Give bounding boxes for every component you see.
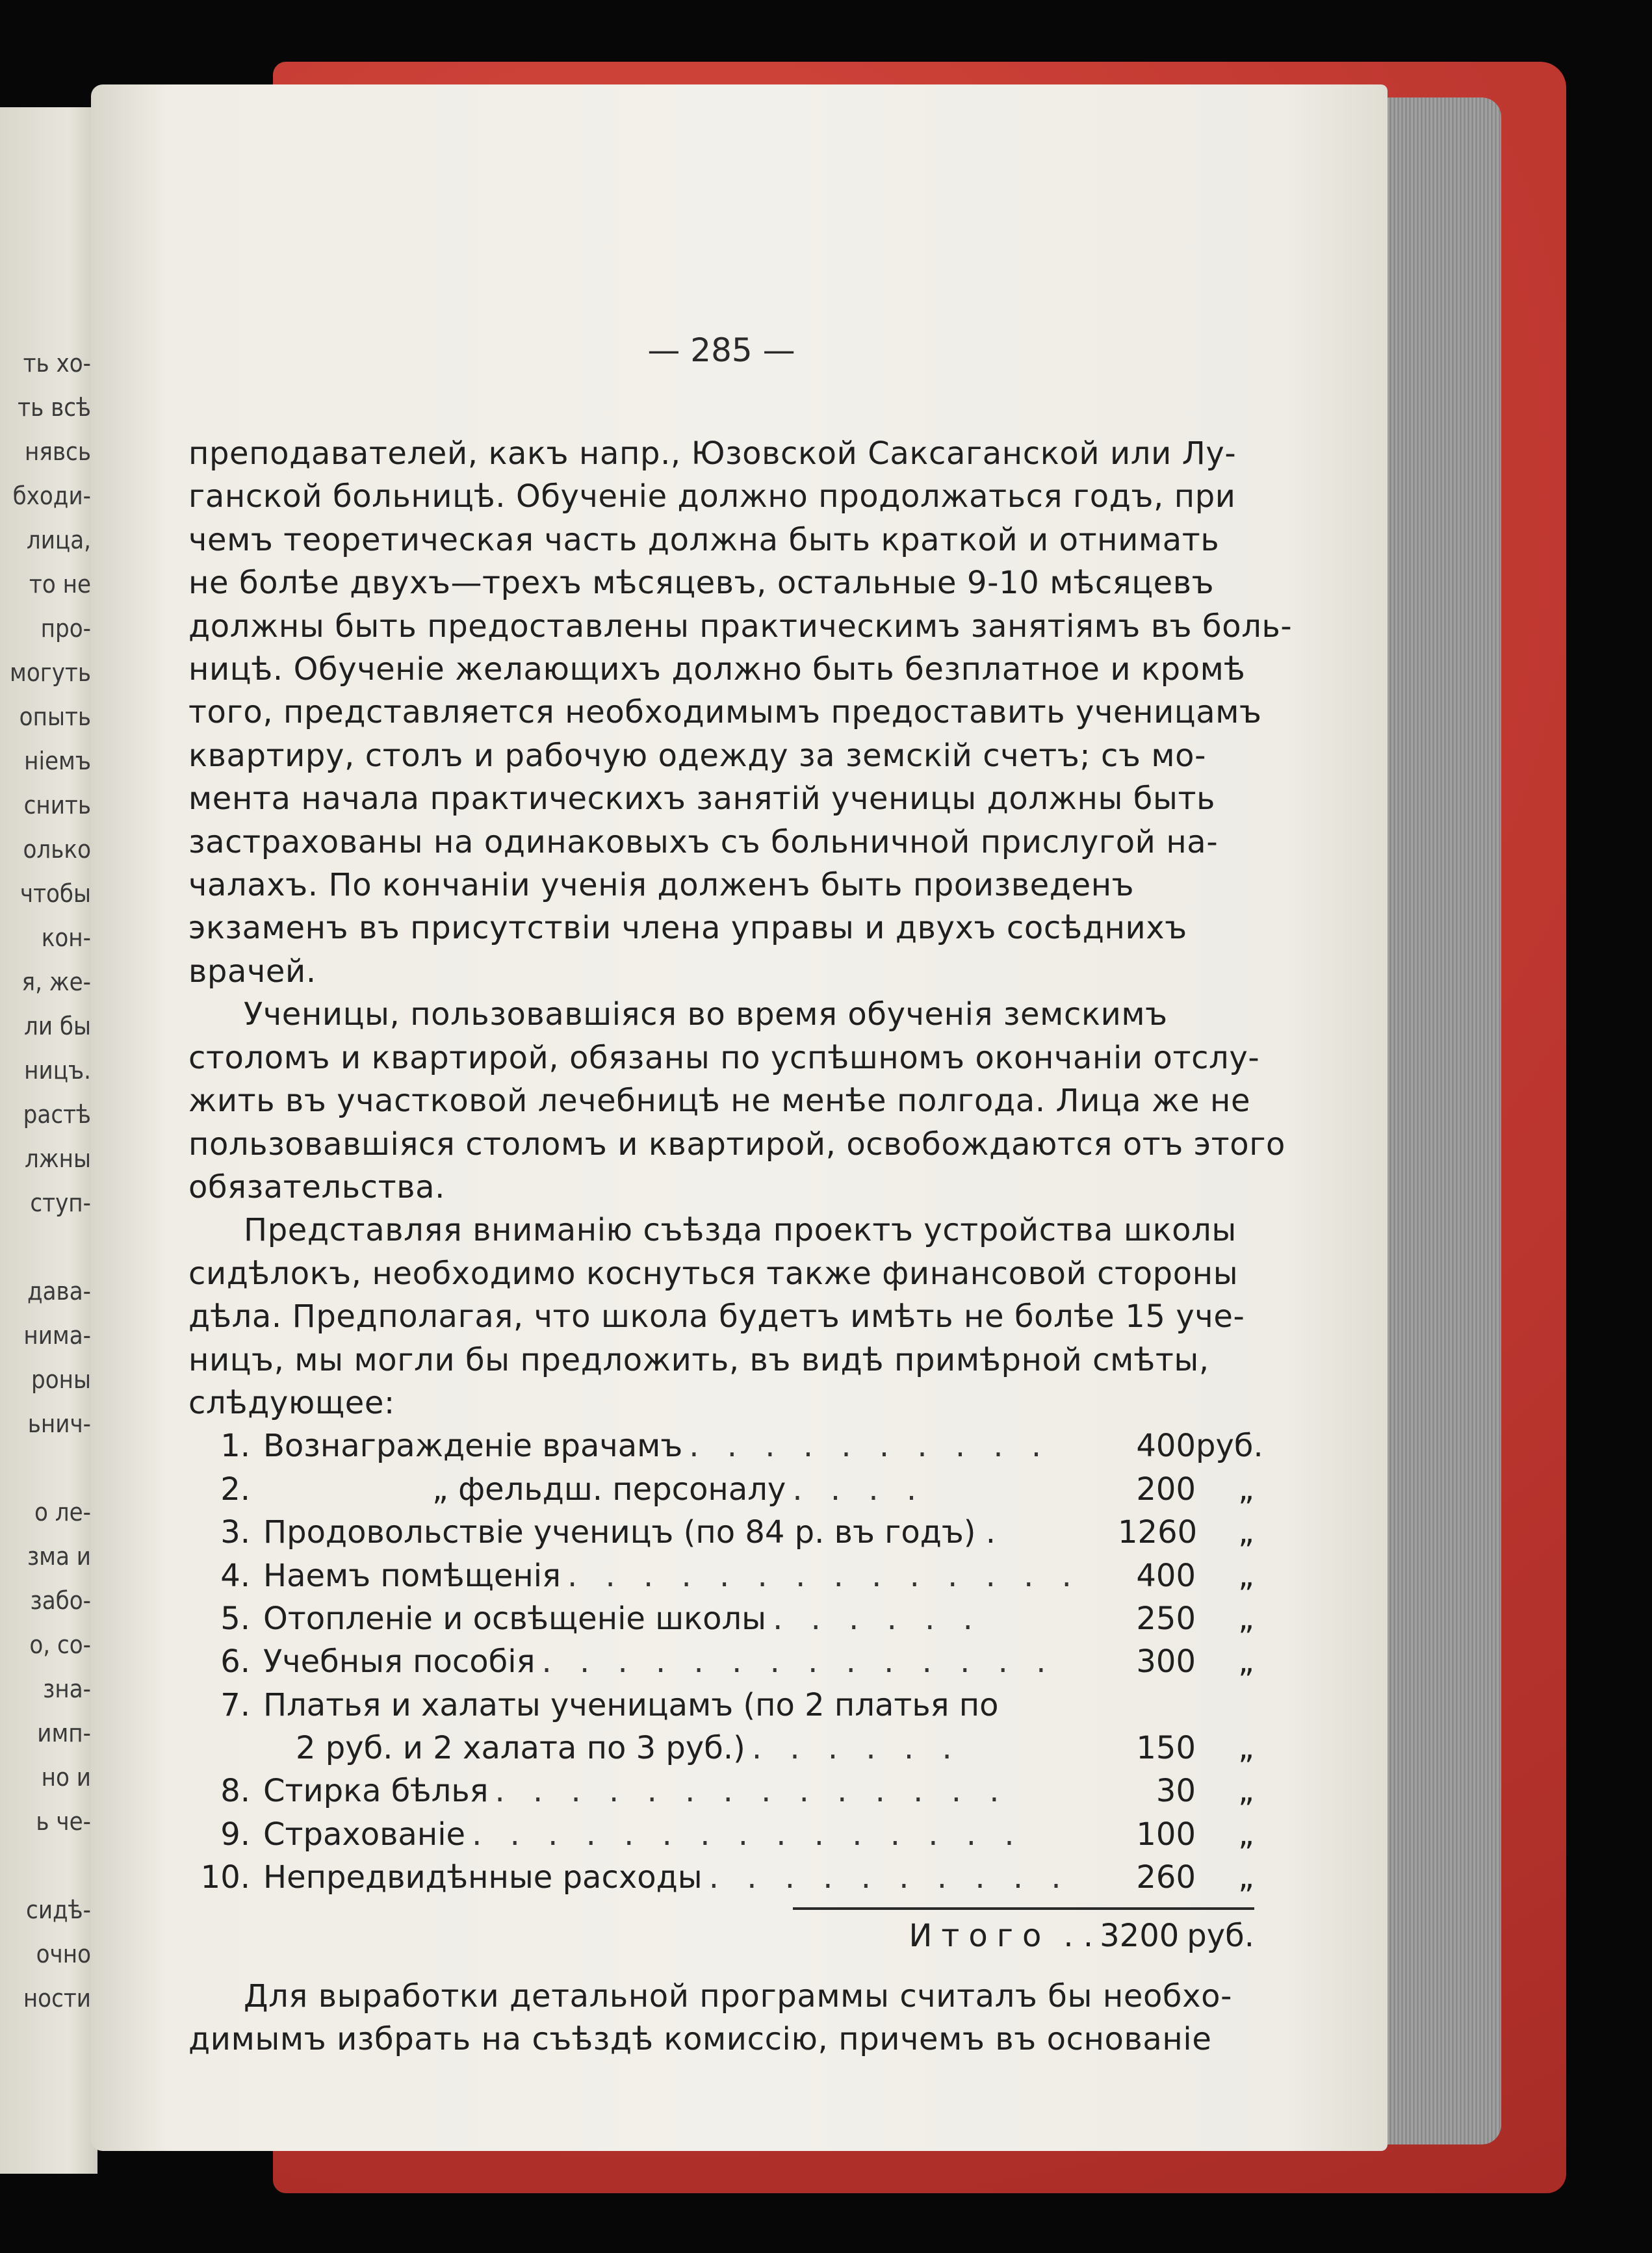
budget-item-number: 2. (220, 1471, 250, 1508)
budget-item-amount: 400 (1136, 1428, 1196, 1465)
left-page-fragment: роны (31, 1365, 91, 1394)
budget-item-number: 8. (220, 1773, 250, 1810)
left-page-fragment: лица, (26, 526, 91, 554)
text-line: застрахованы на одинаковыхъ съ больничной прислугой на- (188, 823, 1219, 860)
budget-item-unit: „ (1238, 1859, 1254, 1896)
text-line: мента начала практическихъ занятiй ученицы должны быть (188, 780, 1215, 818)
budget-item-leader: . . . . . . . . . . (708, 1859, 1070, 1896)
budget-item-label: Наемъ помѣщенiя (263, 1557, 561, 1594)
budget-item-amount: 250 (1136, 1600, 1196, 1637)
left-page-fragment: о ле- (34, 1498, 91, 1526)
budget-item-leader: . . . . . . . . . . (689, 1428, 1051, 1465)
text-line: квартиру, столъ и рабочую одежду за земскiй счетъ; съ мо- (188, 737, 1207, 774)
left-page-fragment: ницъ. (24, 1056, 91, 1085)
budget-item-leader: . . . . . . . . . . . . . . (567, 1557, 1081, 1594)
text-line: ницѣ. Обученiе желающихъ должно быть безплатное и кромѣ (188, 651, 1246, 688)
left-page-fragment: чтобы (19, 879, 91, 908)
text-line: ницъ, мы могли бы предложить, въ видѣ примѣрной смѣты, (188, 1341, 1209, 1378)
total-dots: . . (1063, 1917, 1094, 1954)
budget-item-label: Вознагражденiе врачамъ (263, 1428, 683, 1465)
left-page-fragment: олько (23, 835, 91, 864)
left-page-fragment (10, 1225, 91, 1269)
left-page-fragment: но и (41, 1763, 91, 1792)
budget-item-amount: 400 (1136, 1557, 1196, 1594)
text-line: не болѣе двухъ—трехъ мѣсяцевъ, остальные 9-10 мѣсяцевъ (188, 565, 1215, 602)
budget-row (188, 1424, 1263, 1467)
text-line: ганской больницѣ. Обученiе должно продолжаться годъ, при (188, 478, 1236, 515)
text-line: чалахъ. По кончанiи ученiя долженъ быть произведенъ (188, 867, 1135, 904)
left-page-fragment: ли бы (24, 1012, 91, 1040)
budget-item-unit: руб. (1196, 1428, 1263, 1465)
budget-row (188, 1684, 1254, 1727)
total-amount: 3200 (1100, 1917, 1180, 1954)
budget-item-number: 6. (220, 1643, 250, 1680)
text-line: столомъ и квартирой, обязаны по успѣшномъ окончанiи отслу- (188, 1039, 1260, 1076)
left-page-fragment: нима- (23, 1321, 91, 1350)
budget-item-label: Отопленiе и освѣщенiе школы (263, 1600, 767, 1637)
budget-table (188, 1424, 1263, 1899)
budget-item-label: Стирка бѣлья (263, 1773, 489, 1810)
budget-item-label: Страхованiе (263, 1816, 466, 1853)
budget-item-number: 5. (220, 1600, 250, 1637)
budget-item-unit: „ (1238, 1730, 1254, 1767)
text-line: Для выработки детальной программы считалъ бы необхо- (244, 1977, 1233, 2015)
budget-row (188, 1640, 1254, 1683)
budget-item-label: „ фельдш. персоналу (432, 1471, 786, 1508)
left-page-fragment: сидѣ- (26, 1896, 91, 1924)
budget-item-number: 10. (200, 1859, 250, 1896)
budget-item-label: Учебныя пособiя (263, 1643, 536, 1680)
total-row (188, 1910, 1254, 1962)
text-line: пользовавшiяся столомъ и квартирой, освобождаются отъ этого (188, 1126, 1286, 1163)
budget-item-leader: . . . . . . . . . . . . . . . (472, 1816, 1024, 1853)
left-page-fragment: ть хо- (23, 349, 91, 378)
left-page-fragment: ступ- (30, 1189, 91, 1217)
text-line: слѣдующее: (188, 1384, 395, 1421)
budget-item-unit: „ (1238, 1773, 1254, 1810)
budget-row (188, 1727, 1254, 1770)
left-page-fragment: дава- (27, 1277, 91, 1306)
budget-item-amount: 300 (1136, 1643, 1196, 1680)
budget-item-leader: . . . . (792, 1471, 926, 1508)
budget-item-amount: 150 (1136, 1730, 1196, 1767)
budget-item-label: 2 руб. и 2 халата по 3 руб.) (296, 1730, 745, 1767)
total-label: Итого (909, 1917, 1051, 1954)
text-line: преподавателей, какъ напр., Юзовской Саксаганской или Лу- (188, 435, 1237, 472)
right-page (91, 84, 1387, 2151)
budget-item-amount: 260 (1136, 1859, 1196, 1896)
budget-item-amount: 200 (1136, 1471, 1196, 1508)
page-number: — 285 — (647, 331, 795, 369)
left-page (0, 107, 97, 2174)
budget-row (188, 1511, 1254, 1554)
text-line: жить въ участковой лечебницѣ не менѣе полгода. Лица же не (188, 1083, 1251, 1120)
budget-item-leader: . . . . . . . . . . . . . . (541, 1643, 1055, 1680)
page-content (188, 331, 1293, 2061)
left-page-fragment: я, же- (21, 968, 91, 996)
left-page-fragment: могуть (10, 658, 91, 687)
budget-item-label: Платья и халаты ученицамъ (по 2 платья по (263, 1686, 999, 1723)
budget-row (188, 1554, 1254, 1597)
budget-row (188, 1813, 1254, 1856)
text-line: дѣла. Предполагая, что школа будетъ имѣть не болѣе 15 уче- (188, 1298, 1245, 1335)
text-line: должны быть предоставлены практическимъ занятiямъ въ боль- (188, 608, 1293, 645)
left-page-fragment: зма и (27, 1542, 91, 1571)
left-page-fragment: опыть (19, 702, 91, 731)
budget-item-number: 9. (220, 1816, 250, 1853)
budget-item-amount: 30 (1155, 1773, 1196, 1810)
budget-item-number: 1. (220, 1428, 250, 1465)
paragraph-1 (188, 432, 1293, 993)
left-page-fragment: ь че- (36, 1807, 91, 1836)
budget-item-unit: „ (1238, 1816, 1254, 1853)
left-page-fragment: лжны (24, 1144, 91, 1173)
text-line: врачей. (188, 953, 316, 990)
left-page-fragment: о, со- (29, 1630, 91, 1659)
budget-item-amount: 100 (1136, 1816, 1196, 1853)
left-page-fragment: нiемъ (24, 747, 91, 775)
budget-row (188, 1468, 1254, 1511)
budget-item-unit: „ (1238, 1643, 1254, 1680)
total-unit: руб. (1187, 1917, 1254, 1954)
left-page-fragment: ть всѣ (18, 393, 91, 422)
left-page-fragment: очно (36, 1940, 91, 1968)
left-page-fragment: забо- (30, 1586, 91, 1615)
budget-item-number: 4. (220, 1557, 250, 1594)
text-line: экзаменъ въ присутствiи члена управы и двухъ сосѣднихъ (188, 910, 1187, 947)
budget-item-label: Продовольствiе ученицъ (по 84 р. въ годъ) . (263, 1514, 996, 1551)
text-line: сидѣлокъ, необходимо коснуться также финансовой стороны (188, 1255, 1239, 1292)
left-page-fragment (10, 1446, 91, 1490)
page-edges (1371, 97, 1501, 2144)
left-page-fragment: имп- (37, 1719, 91, 1747)
budget-item-leader: . . . . . . (751, 1730, 961, 1767)
text-line: чемъ теоретическая часть должна быть краткой и отнимать (188, 521, 1220, 558)
left-page-fragment: растѣ (23, 1100, 91, 1129)
left-page-fragment: ности (23, 1984, 91, 2013)
text-line: того, представляется необходимымъ предоставить ученицамъ (188, 694, 1262, 731)
left-page-fragment: ьнич- (27, 1410, 91, 1438)
budget-row (188, 1597, 1254, 1640)
budget-row (188, 1856, 1254, 1899)
paragraph-4 (188, 1975, 1254, 2061)
paragraph-3 (188, 1209, 1254, 1424)
left-page-fragment: про- (40, 614, 91, 643)
budget-row (188, 1770, 1254, 1812)
budget-item-leader: . . . . . . (773, 1600, 982, 1637)
budget-item-number: 7. (220, 1686, 250, 1723)
left-page-fragment: кон- (41, 923, 91, 952)
left-page-fragment: зна- (43, 1675, 91, 1703)
text-line: Ученицы, пользовавшiяся во время обученiя земскимъ (244, 996, 1168, 1033)
left-page-text-fragments (10, 341, 91, 2020)
budget-item-unit: „ (1238, 1471, 1254, 1508)
budget-item-amount: 1260 (1118, 1514, 1198, 1551)
left-page-fragment: то не (29, 570, 91, 599)
budget-item-unit: „ (1238, 1557, 1254, 1594)
left-page-fragment: нявсь (24, 437, 91, 466)
text-line: Представляя вниманiю съѣзда проектъ устройства школы (244, 1212, 1237, 1249)
left-page-fragment: снить (23, 791, 91, 819)
text-line: обязательства. (188, 1168, 445, 1205)
budget-item-unit: „ (1238, 1514, 1254, 1551)
budget-item-unit: „ (1238, 1600, 1254, 1637)
budget-item-label: Непредвидѣнные расходы (263, 1859, 703, 1896)
budget-item-number: 3. (220, 1514, 250, 1551)
text-line: димымъ избрать на съѣздѣ комиссiю, причемъ въ основанiе (188, 2021, 1212, 2058)
left-page-fragment (10, 1844, 91, 1888)
budget-item-leader: . . . . . . . . . . . . . . (495, 1773, 1009, 1810)
left-page-fragment: бходи- (12, 482, 91, 510)
paragraph-2 (188, 993, 1286, 1209)
